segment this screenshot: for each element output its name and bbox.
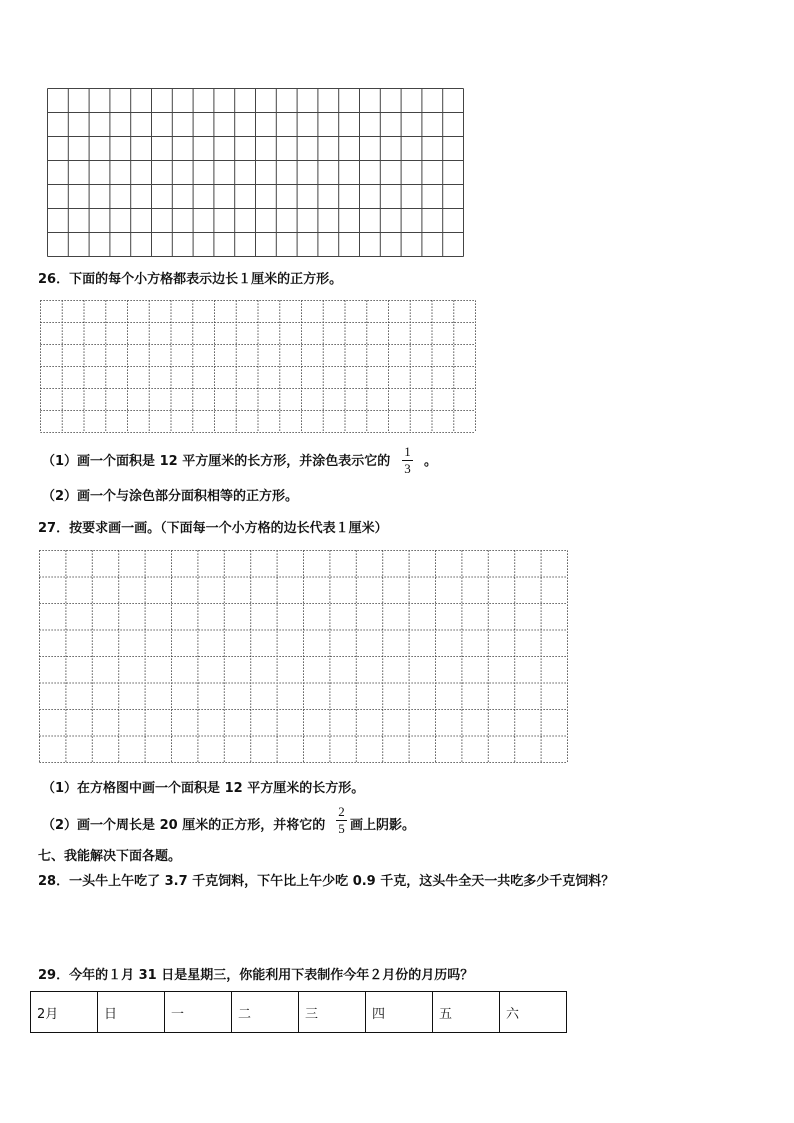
q27-sub1-text: （1）在方格图中画一个面积是 12 平方厘米的长方形。 [42,781,365,796]
q26-sub1-end: 。 [424,454,438,469]
calendar-weekday-cell: 六 [500,992,567,1033]
q26-fraction-numerator: 1 [404,444,411,459]
q27-fraction-denominator: 5 [338,821,345,836]
q27-fraction-numerator: 2 [338,804,345,819]
calendar-month-cell: 2月 [31,992,98,1033]
top-square-grid [47,88,467,258]
q26-sub2-text: （2）画一个与涂色部分面积相等的正方形。 [42,489,299,504]
calendar-weekday-cell: 五 [433,992,500,1033]
calendar-weekday-cell: 四 [366,992,433,1033]
section7-title: 七、我能解决下面各题。 [38,849,182,864]
calendar-weekday-cell: 二 [232,992,299,1033]
calendar-weekday-cell: 一 [165,992,232,1033]
q28-text: 28．一头牛上午吃了 3.7 千克饲料，下午比上午少吃 0.9 千克，这头牛全天一共吃多少千克饲料？ [38,874,615,889]
q29-text: 29．今年的１月 31 日是星期三，你能利用下表制作今年２月份的月历吗？ [38,968,474,983]
calendar-weekday-cell: 日 [98,992,165,1033]
q27-sub2-text: （2）画一个周长是 20 厘米的正方形，并将它的 [42,818,326,833]
q26-fraction [402,445,413,476]
q27-fraction [336,805,347,836]
q26-sub1-text: （1）画一个面积是 12 平方厘米的长方形，并涂色表示它的 [42,454,391,469]
q26-fraction-denominator: 3 [404,461,411,476]
q27-sub2-end: 画上阴影。 [350,818,416,833]
q27-dotted-grid [39,550,569,763]
calendar-weekday-cell: 三 [299,992,366,1033]
february-calendar-table [30,991,567,1033]
calendar-header-row [31,992,567,1033]
q27-title: 27．按要求画一画。（下面每一个小方格的边长代表１厘米） [38,521,388,536]
q26-title: 26．下面的每个小方格都表示边长１厘米的正方形。 [38,272,343,287]
q26-dotted-grid [40,300,477,433]
